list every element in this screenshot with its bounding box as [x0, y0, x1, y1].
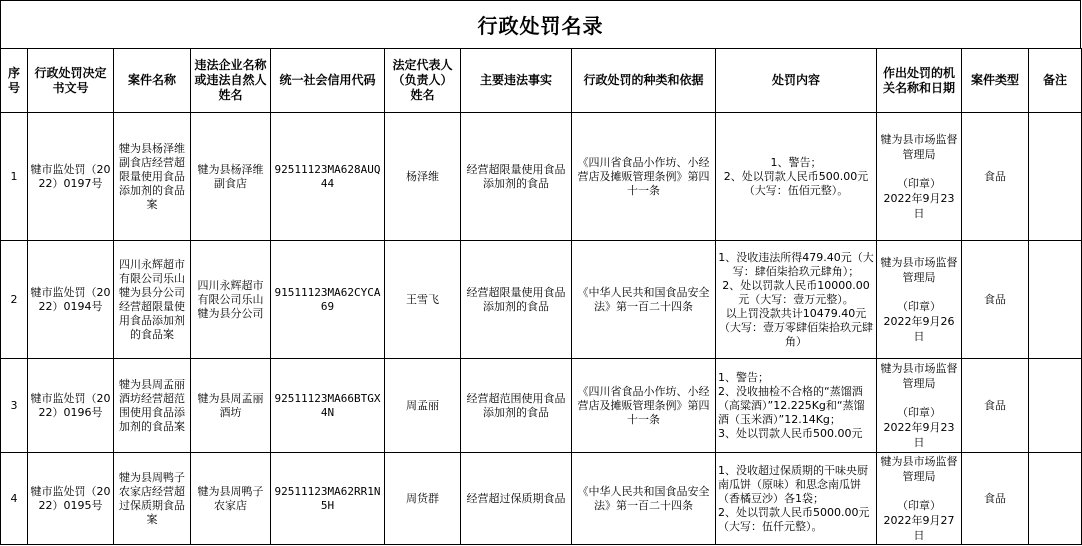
cell-remark[interactable] [1029, 113, 1082, 241]
cell-no[interactable]: 2 [1, 241, 28, 359]
cell-doc-no[interactable]: 犍市监处罚（2022）0196号 [28, 359, 114, 453]
penalty-line: 2、处以罚款人民币10000.00元（大写：壹万元整）。 [722, 278, 870, 306]
agency-date: 2022年9月26日 [883, 315, 955, 343]
agency-date: 2022年9月23日 [883, 421, 955, 449]
seal-text: （印章） [897, 177, 941, 190]
cell-basis[interactable]: 《四川省食品小作坊、小经营店及摊贩管理条例》第四十一条 [572, 359, 716, 453]
penalty-line: 1、没收超过保质期的干味央厨南瓜饼（原味）和思念南瓜饼（香橘豆沙）各1袋； [718, 463, 868, 505]
cell-remark[interactable] [1029, 241, 1082, 359]
cell-agency[interactable] [877, 359, 962, 453]
agency-name: 犍为县市场监督管理局 [880, 362, 958, 390]
penalty-line: 1、没收违法所得479.40元（大写：肆佰柒拾玖元肆角）； [718, 250, 874, 278]
cell-basis[interactable]: 《中华人民共和国食品安全法》第一百二十四条 [572, 453, 716, 545]
penalty-line: 3、处以罚款人民币500.00元 [718, 426, 863, 440]
cell-legal-rep[interactable]: 周货群 [385, 453, 461, 545]
header-doc-no: 行政处罚决定书文号 [28, 49, 114, 113]
cell-penalty[interactable] [716, 359, 877, 453]
agency-name: 犍为县市场监督管理局 [880, 133, 958, 161]
table-row [1, 241, 1082, 359]
agency-date: 2022年9月27日 [883, 514, 955, 542]
cell-penalty[interactable] [716, 241, 877, 359]
cell-agency[interactable] [877, 113, 962, 241]
cell-party[interactable]: 犍为县周孟丽酒坊 [191, 359, 271, 453]
cell-type[interactable]: 食品 [962, 113, 1029, 241]
header-case-name: 案件名称 [114, 49, 191, 113]
cell-credit-code[interactable]: 91511123MA62CYCA69 [271, 241, 385, 359]
cell-agency[interactable] [877, 241, 962, 359]
page-title: 行政处罚名录 [0, 0, 1081, 49]
table-row [1, 113, 1082, 241]
cell-party[interactable]: 犍为县周鸭子农家店 [191, 453, 271, 545]
header-type: 案件类型 [962, 49, 1029, 113]
header-basis: 行政处罚的种类和依据 [572, 49, 716, 113]
cell-facts[interactable]: 经营超过保质期食品 [461, 453, 572, 545]
cell-type[interactable]: 食品 [962, 359, 1029, 453]
cell-no[interactable]: 1 [1, 113, 28, 241]
cell-legal-rep[interactable]: 王雪飞 [385, 241, 461, 359]
cell-case-name[interactable]: 犍为县周鸭子农家店经营超过保质期食品案 [114, 453, 191, 545]
header-party: 违法企业名称或违法自然人姓名 [191, 49, 271, 113]
cell-party[interactable]: 犍为县杨泽维副食店 [191, 113, 271, 241]
header-facts: 主要违法事实 [461, 49, 572, 113]
cell-facts[interactable]: 经营超限量使用食品添加剂的食品 [461, 241, 572, 359]
penalty-line: 2、没收抽检不合格的“蒸馏酒（高粱酒）”12.225Kg和“蒸馏酒（玉米酒）”12.14Kg； [718, 384, 865, 426]
cell-basis[interactable]: 《四川省食品小作坊、小经营店及摊贩管理条例》第四十一条 [572, 113, 716, 241]
seal-text: （印章） [897, 406, 941, 419]
header-agency: 作出处罚的机关名称和日期 [877, 49, 962, 113]
cell-credit-code[interactable]: 92511123MA66BTGX4N [271, 359, 385, 453]
header-row [1, 49, 1082, 113]
cell-credit-code[interactable]: 92511123MA62RR1N5H [271, 453, 385, 545]
cell-agency[interactable] [877, 453, 962, 545]
header-no: 序号 [1, 49, 28, 113]
table-row [1, 359, 1082, 453]
seal-text: （印章） [897, 300, 941, 313]
cell-penalty[interactable] [716, 113, 877, 241]
header-legal-rep: 法定代表人（负责人）姓名 [385, 49, 461, 113]
cell-type[interactable]: 食品 [962, 453, 1029, 545]
cell-case-name[interactable]: 四川永辉超市有限公司乐山犍为县分公司经营超限量使用食品添加剂的食品案 [114, 241, 191, 359]
cell-case-name[interactable]: 犍为县周孟丽酒坊经营超范围使用食品添加剂的食品案 [114, 359, 191, 453]
cell-remark[interactable] [1029, 453, 1082, 545]
header-credit-code: 统一社会信用代码 [271, 49, 385, 113]
cell-doc-no[interactable]: 犍市监处罚（2022）0197号 [28, 113, 114, 241]
cell-no[interactable]: 3 [1, 359, 28, 453]
cell-doc-no[interactable]: 犍市监处罚（2022）0194号 [28, 241, 114, 359]
cell-facts[interactable]: 经营超限量使用食品添加剂的食品 [461, 113, 572, 241]
seal-text: （印章） [897, 499, 941, 512]
agency-name: 犍为县市场监督管理局 [880, 455, 958, 483]
header-penalty: 处罚内容 [716, 49, 877, 113]
penalty-table [0, 48, 1082, 545]
cell-credit-code[interactable]: 92511123MA628AUQ44 [271, 113, 385, 241]
cell-remark[interactable] [1029, 359, 1082, 453]
penalty-line: 1、警告； [770, 155, 822, 169]
table-row [1, 453, 1082, 545]
cell-penalty[interactable] [716, 453, 877, 545]
agency-name: 犍为县市场监督管理局 [880, 256, 958, 284]
agency-date: 2022年9月23日 [883, 192, 955, 220]
cell-doc-no[interactable]: 犍市监处罚（2022）0195号 [28, 453, 114, 545]
header-remark: 备注 [1029, 49, 1082, 113]
penalty-line: 2、处以罚款人民币500.00元（大写：伍佰元整）。 [723, 169, 869, 197]
penalty-line: 以上罚没款共计10479.40元（大写：壹万零肆佰柒拾玖元肆角） [719, 306, 873, 348]
cell-legal-rep[interactable]: 杨泽维 [385, 113, 461, 241]
cell-party[interactable]: 四川永辉超市有限公司乐山犍为县分公司 [191, 241, 271, 359]
cell-facts[interactable]: 经营超范围使用食品添加剂的食品 [461, 359, 572, 453]
cell-case-name[interactable]: 犍为县杨泽维副食店经营超限量使用食品添加剂的食品案 [114, 113, 191, 241]
cell-basis[interactable]: 《中华人民共和国食品安全法》第一百二十四条 [572, 241, 716, 359]
penalty-line: 1、警告； [718, 370, 769, 384]
penalty-line: 2、处以罚款人民币5000.00元（大写：伍仟元整）。 [718, 505, 870, 533]
cell-no[interactable]: 4 [1, 453, 28, 545]
cell-legal-rep[interactable]: 周孟丽 [385, 359, 461, 453]
cell-type[interactable]: 食品 [962, 241, 1029, 359]
